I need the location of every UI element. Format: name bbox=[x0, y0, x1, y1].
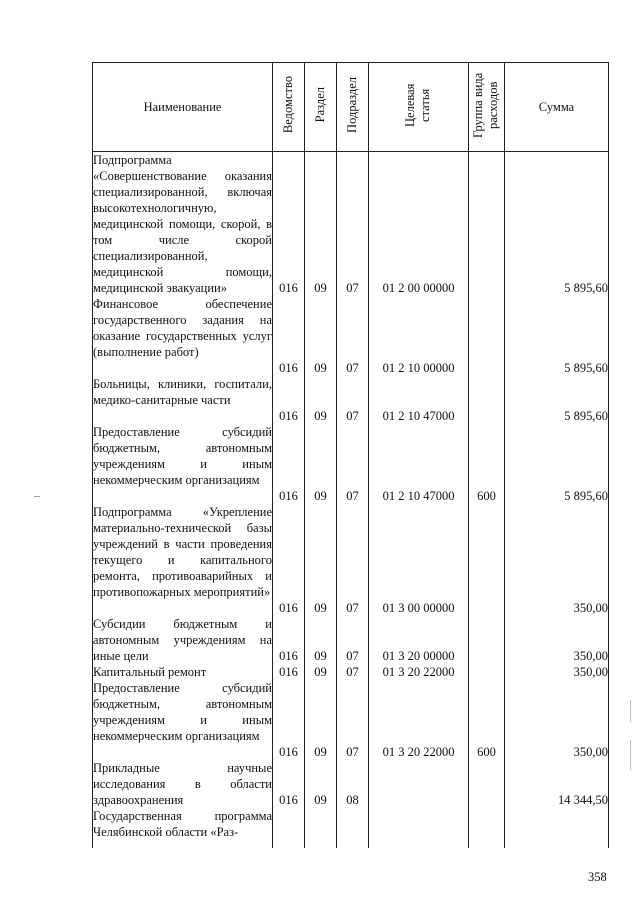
header-expense-group: Группа вида расходов bbox=[469, 63, 505, 152]
scan-edge-mark bbox=[630, 740, 631, 770]
row-sum: 350,00 bbox=[505, 664, 609, 680]
header-name: Наименование bbox=[93, 63, 273, 152]
row-group bbox=[469, 376, 505, 424]
row-subsection: 07 bbox=[337, 296, 369, 376]
row-subsection: 07 bbox=[337, 152, 369, 297]
table-row bbox=[93, 760, 609, 808]
row-article bbox=[369, 808, 469, 848]
row-subsection: 07 bbox=[337, 616, 369, 664]
row-group bbox=[469, 616, 505, 664]
row-dept: 016 bbox=[273, 504, 305, 616]
row-article: 01 2 10 00000 bbox=[369, 296, 469, 376]
table-row bbox=[93, 376, 609, 424]
row-name: Финансовое обеспечение государственного задания на оказание государственных услуг (выполнение работ) bbox=[93, 296, 273, 376]
row-dept: 016 bbox=[273, 616, 305, 664]
table-row bbox=[93, 504, 609, 616]
row-article: 01 3 20 22000 bbox=[369, 664, 469, 680]
row-article: 01 2 10 47000 bbox=[369, 424, 469, 504]
row-article: 01 2 00 00000 bbox=[369, 152, 469, 297]
row-section bbox=[305, 808, 337, 848]
row-dept: 016 bbox=[273, 296, 305, 376]
header-section: Раздел bbox=[305, 63, 337, 152]
row-sum: 14 344,50 bbox=[505, 760, 609, 808]
row-sum: 5 895,60 bbox=[505, 152, 609, 297]
row-article: 01 3 20 22000 bbox=[369, 680, 469, 760]
row-dept: 016 bbox=[273, 424, 305, 504]
row-subsection: 07 bbox=[337, 424, 369, 504]
row-section: 09 bbox=[305, 680, 337, 760]
row-subsection: 08 bbox=[337, 760, 369, 808]
row-subsection: 07 bbox=[337, 504, 369, 616]
row-subsection bbox=[337, 808, 369, 848]
row-name: Государственная программа Челябинской области «Раз- bbox=[93, 808, 273, 848]
row-section: 09 bbox=[305, 664, 337, 680]
row-name: Подпрограмма «Укрепление материально-технической базы учреждений в части проведения текущего и капитального ремонта, противоаварийных и противопожарных мероприятий» bbox=[93, 504, 273, 616]
table-header bbox=[93, 63, 609, 152]
row-name: Капитальный ремонт bbox=[93, 664, 273, 680]
table-row bbox=[93, 808, 609, 848]
row-name: Больницы, клиники, госпитали, медико-санитарные части bbox=[93, 376, 273, 424]
row-section: 09 bbox=[305, 424, 337, 504]
row-section: 09 bbox=[305, 376, 337, 424]
header-sum: Сумма bbox=[505, 63, 609, 152]
table-body bbox=[93, 152, 609, 849]
row-section: 09 bbox=[305, 616, 337, 664]
row-section: 09 bbox=[305, 504, 337, 616]
row-sum: 350,00 bbox=[505, 504, 609, 616]
row-dept: 016 bbox=[273, 760, 305, 808]
row-name: Субсидии бюджетным и автономным учреждениям на иные цели bbox=[93, 617, 272, 663]
table-row bbox=[93, 424, 609, 504]
header-department: Ведомство bbox=[273, 63, 305, 152]
row-article: 01 3 00 00000 bbox=[369, 504, 469, 616]
row-dept: 016 bbox=[273, 376, 305, 424]
row-name: Подпрограмма «Совершенствование оказания специализированной, включая высокотехнологичную, медицинской помощи, скорой, в том числе скорой специализированной, медицинской помощи, медицинской эвакуации» bbox=[93, 153, 272, 295]
row-name: Прикладные научные исследования в области здравоохранения bbox=[93, 761, 272, 807]
row-group bbox=[469, 664, 505, 680]
header-subsection: Подраздел bbox=[337, 63, 369, 152]
table-row bbox=[93, 680, 609, 760]
row-group bbox=[469, 152, 505, 297]
row-subsection: 07 bbox=[337, 376, 369, 424]
table-row bbox=[93, 152, 609, 297]
row-sum bbox=[505, 808, 609, 848]
row-sum: 5 895,60 bbox=[505, 424, 609, 504]
row-dept: 016 bbox=[273, 664, 305, 680]
row-subsection: 07 bbox=[337, 680, 369, 760]
row-group bbox=[469, 808, 505, 848]
budget-table bbox=[92, 62, 609, 848]
row-group: 600 bbox=[469, 680, 505, 760]
row-section: 09 bbox=[305, 152, 337, 297]
row-section: 09 bbox=[305, 760, 337, 808]
row-group bbox=[469, 760, 505, 808]
table-row bbox=[93, 616, 609, 664]
row-dept: 016 bbox=[273, 152, 305, 297]
row-sum: 5 895,60 bbox=[505, 296, 609, 376]
row-sum: 5 895,60 bbox=[505, 376, 609, 424]
scan-edge-mark bbox=[630, 700, 631, 722]
header-target-article: Целевая статья bbox=[369, 63, 469, 152]
page-number: 358 bbox=[588, 870, 607, 884]
row-group bbox=[469, 504, 505, 616]
row-section: 09 bbox=[305, 296, 337, 376]
row-dept bbox=[273, 808, 305, 848]
row-name: Предоставление субсидий бюджетным, автономным учреждениям и иным некоммерческим организациям bbox=[93, 424, 273, 504]
table-row bbox=[93, 296, 609, 376]
row-group bbox=[469, 296, 505, 376]
row-article: 01 3 20 00000 bbox=[369, 616, 469, 664]
row-dept: 016 bbox=[273, 680, 305, 760]
scan-speck bbox=[34, 496, 40, 497]
row-sum: 350,00 bbox=[505, 616, 609, 664]
row-article bbox=[369, 760, 469, 808]
row-group: 600 bbox=[469, 424, 505, 504]
row-name: Предоставление субсидий бюджетным, автономным учреждениям и иным некоммерческим организациям bbox=[93, 680, 273, 760]
row-subsection: 07 bbox=[337, 664, 369, 680]
row-article: 01 2 10 47000 bbox=[369, 376, 469, 424]
row-sum: 350,00 bbox=[505, 680, 609, 760]
table-row bbox=[93, 664, 609, 680]
